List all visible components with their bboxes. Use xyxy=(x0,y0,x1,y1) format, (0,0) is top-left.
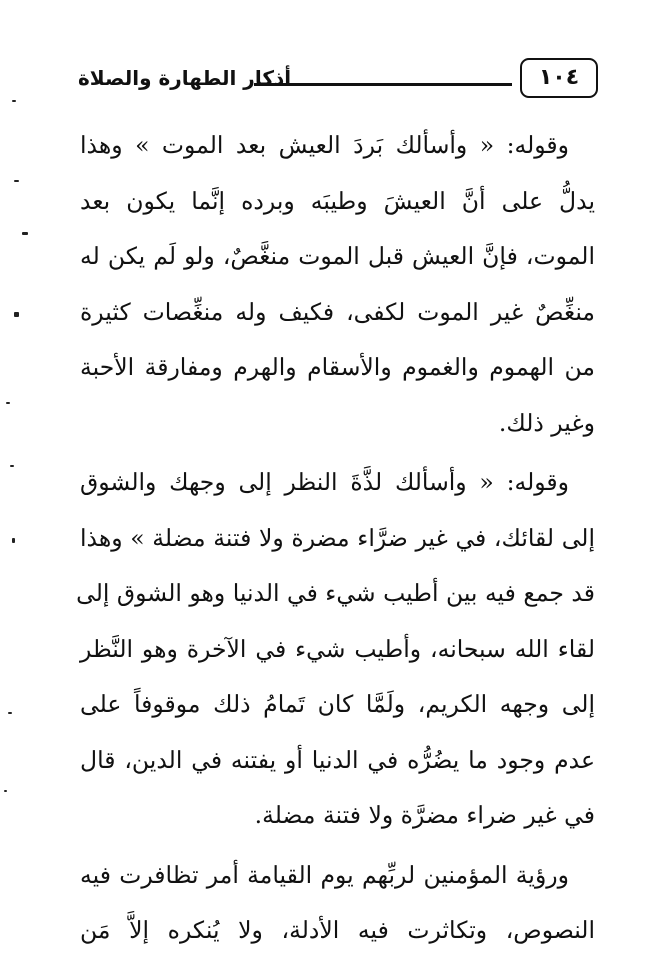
scan-mark xyxy=(10,465,14,467)
paragraph xyxy=(80,118,595,451)
chapter-title: أذكار الطهارة والصلاة xyxy=(78,66,292,90)
text-line: وقوله: « وأسألك لذَّةَ النظر إلى وجهك والشوق xyxy=(80,468,569,496)
text-line: يدلُّ على أنَّ العيشَ وطيبَه وبرده إنَّما يكون بعد xyxy=(80,186,595,215)
text-line: النصوص، وتكاثرت فيه الأدلة، ولا يُنكره إلاَّ مَن xyxy=(80,916,595,944)
text-line: ورؤية المؤمنين لربِّهم يوم القيامة أمر تظافرت فيه xyxy=(80,860,569,889)
scan-mark xyxy=(4,790,7,792)
text-line: من الهموم والغموم والأسقام والهرم ومفارقة الأحبة xyxy=(80,353,595,381)
scan-mark xyxy=(14,180,19,182)
body-text xyxy=(76,118,595,959)
text-line: قد جمع فيه بين أطيب شيء في الدنيا وهو الشوق إلى xyxy=(76,579,595,607)
text-line: إلى وجهه الكريم، ولَمَّا كان تَمامُ ذلك موقوفاً على xyxy=(80,690,595,718)
text-line: منغِّصٌ غير الموت لكفى، فكيف وله منغِّصات كثيرة xyxy=(80,297,595,326)
text-line: لقاء الله سبحانه، وأطيب شيء في الآخرة وهو النَّظر xyxy=(80,634,595,663)
page-number: ١٠٤ xyxy=(520,58,598,98)
scan-mark xyxy=(12,100,16,102)
text-line: عدم وجود ما يضُرُّه في الدنيا أو يفتنه في الدين، قال xyxy=(80,745,595,774)
text-line: في غير ضراء مضرَّة ولا فتنة مضلة. xyxy=(254,801,595,829)
running-header xyxy=(78,58,598,102)
scan-mark xyxy=(22,232,28,235)
text-line: وقوله: « وأسألك بَردَ العيش بعد الموت » وهذا xyxy=(80,131,569,159)
text-line: الموت، فإنَّ العيش قبل الموت منغَّصٌ، ولو لَم يكن له xyxy=(80,242,595,270)
paragraph xyxy=(76,455,595,844)
scan-mark xyxy=(8,712,12,714)
paragraph xyxy=(80,848,595,959)
text-line: إلى لقائك، في غير ضرَّاء مضرة ولا فتنة مضلة » وهذا xyxy=(80,523,595,552)
text-line: وغير ذلك. xyxy=(498,408,595,437)
scan-mark xyxy=(12,538,15,543)
scan-mark xyxy=(6,402,10,404)
scan-mark xyxy=(14,312,19,317)
header-rule xyxy=(254,83,512,86)
